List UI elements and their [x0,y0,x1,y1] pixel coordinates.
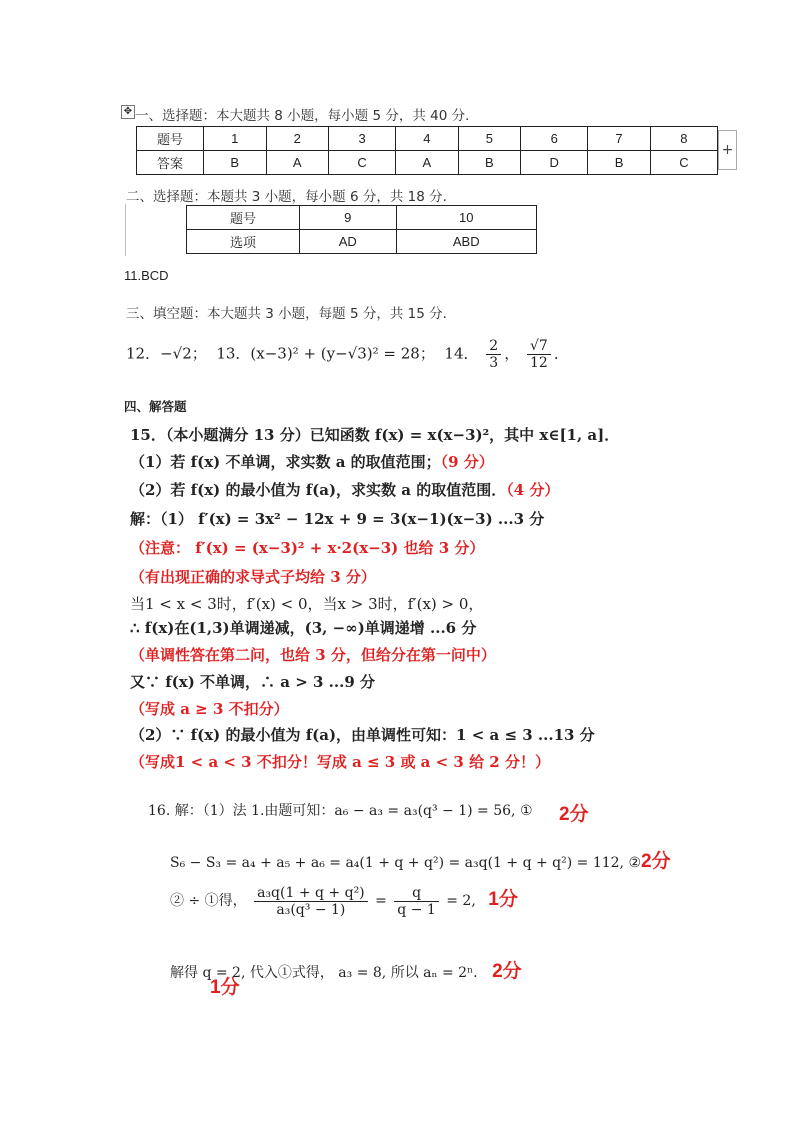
q16-line-2-text: S₆ − S₃ = a₄ + a₅ + a₆ = a₄(1 + q + q²) = a₃q(1 + q + q²) = 112, ② [170,855,642,871]
denominator: 12 [530,355,548,371]
table-cell: 6 [521,127,588,151]
table-cell: 10 [396,206,536,230]
q15-part2 [130,479,559,500]
margin-line [125,204,126,256]
section-4-title: 四、解答题 [124,399,187,414]
fraction [394,885,439,918]
q16-line-3 [170,884,518,918]
table-header-cell: 题号 [187,206,300,230]
period: ． [553,344,569,363]
table-cell: 8 [650,127,717,151]
answer-14-label: 14． [444,344,479,363]
q16-line-2 [170,846,671,873]
table-cell: D [521,151,588,175]
numerator: a₃q(1 + q + q²) [254,885,368,902]
answer-12: 12．−√2； [126,344,207,363]
q15-solution-3: ∴ f(x)在(1,3)单调递减，(3, −∞)单调递增 ...6 分 [130,619,477,637]
q15-part1 [130,451,494,472]
table-cell: A [266,151,329,175]
q15-note-2: （有出现正确的求导式子均给 3 分） [130,568,376,586]
answer-13: 13．(x−3)² + (y−√3)² = 28； [216,344,435,363]
table-cell: 9 [300,206,397,230]
table-cell: A [396,151,459,175]
numerator: q [394,885,439,902]
table-cell: AD [300,230,397,254]
q16-line-4-text: 解得 q = 2, 代入①式得， a₃ = 8, 所以 aₙ = 2ⁿ. [170,965,478,981]
score-label: 2分 [559,804,589,825]
table-header-cell: 选项 [187,230,300,254]
score-label: 2分 [641,851,671,872]
fraction [486,338,501,371]
equals-sign: = [375,893,387,909]
denominator: a₃(q³ − 1) [276,901,346,918]
table-row [137,151,718,175]
q15-solution-5: （2）∵ f(x) 的最小值为 f(a)，由单调性可知：1 < a ≤ 3 ...13 分 [130,726,595,744]
section-1-title: 一、选择题：本大题共 8 小题，每小题 5 分，共 40 分． [135,108,479,124]
table-cell: 2 [266,127,329,151]
answer-11: 11.BCD [124,268,169,283]
table-cell: 3 [329,127,396,151]
q15-note-5: （写成1 < a < 3 不扣分！写成 a ≤ 3 或 a < 3 给 2 分！） [130,753,550,771]
numerator: √7 [527,338,551,355]
table-cell: B [458,151,521,175]
numerator: 2 [486,338,501,355]
separator: ， [504,344,520,363]
q15-part2-text: （2）若 f(x) 的最小值为 f(a)，求实数 a 的取值范围． [130,481,507,499]
table-move-handle-icon[interactable]: ✥ [121,105,135,119]
q15-stem: 15．（本小题满分 13 分）已知函数 f(x) = x(x−3)²，其中 x∈[1, a]． [130,426,620,444]
q15-part1-text: （1）若 f(x) 不单调，求实数 a 的取值范围； [130,453,441,471]
table-cell: B [588,151,651,175]
q15-note-3: （单调性答在第二问，也给 3 分，但给分在第一问中） [130,646,496,664]
fill-answers [126,338,569,371]
section-2-title: 二、选择题：本题共 3 小题，每小题 6 分，共 18 分． [126,189,457,205]
q15-note-4: （写成 a ≥ 3 不扣分） [130,700,289,718]
q16-line-1-text: 16. 解：（1）法 1.由题可知：a₆ − a₃ = a₃(q³ − 1) = 56, ① [148,803,533,819]
fraction [527,338,551,371]
denominator: q − 1 [397,901,436,918]
table-row [187,230,537,254]
score-label: （4 分） [506,481,560,499]
score-label: 2分 [492,961,522,982]
answer-table-2 [186,205,537,254]
table-cell: 4 [396,127,459,151]
q15-solution-1: 解：（1） f′(x) = 3x² − 12x + 9 = 3(x−1)(x−3) ...3 分 [130,510,545,528]
table-cell: C [329,151,396,175]
table-header-cell: 答案 [137,151,204,175]
q15-solution-2: 当1 < x < 3时，f′(x) < 0，当x > 3时，f′(x) > 0， [130,595,484,613]
table-cell: B [204,151,267,175]
table-cell: 1 [204,127,267,151]
section-3-title: 三、填空题：本大题共 3 小题，每题 5 分，共 15 分． [126,306,457,322]
q16-line-3-prefix: ② ÷ ①得， [170,893,247,909]
answer-table-1 [136,126,718,175]
table-cell: 5 [458,127,521,151]
table-cell: 7 [588,127,651,151]
table-cell: C [650,151,717,175]
fraction [254,885,368,918]
denominator: 3 [489,355,499,371]
score-label: 1分 [210,977,240,998]
table-header-cell: 题号 [137,127,204,151]
q15-note-1: （注意： f′(x) = (x−3)² + x·2(x−3) 也给 3 分） [130,539,485,557]
q16-line-1 [148,800,533,820]
table-row [187,206,537,230]
result: = 2, [446,893,476,909]
table-row [137,127,718,151]
score-label: 1分 [488,889,518,910]
score-label: （9 分） [440,453,494,471]
table-cell: ABD [396,230,536,254]
add-column-icon[interactable]: + [718,130,737,170]
q15-solution-4: 又∵ f(x) 不单调，∴ a > 3 ...9 分 [130,673,375,691]
